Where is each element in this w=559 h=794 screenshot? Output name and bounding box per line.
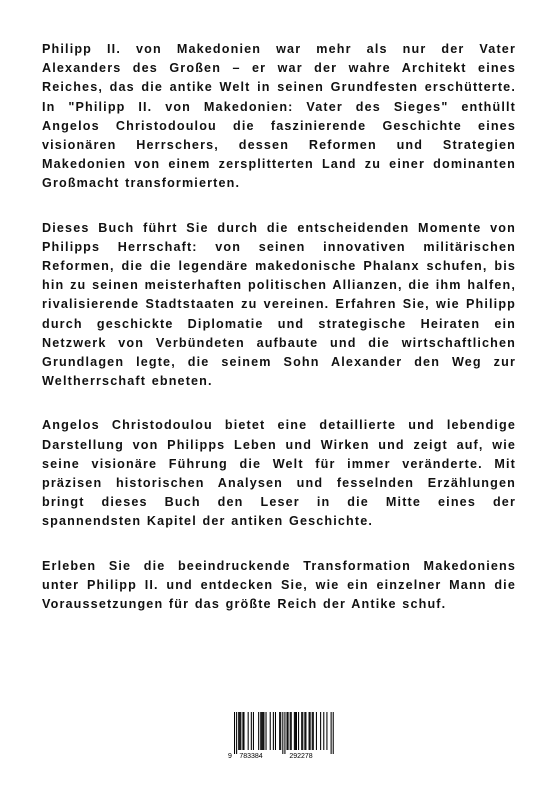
barcode-bar	[316, 712, 317, 750]
barcode-bar	[284, 712, 285, 754]
barcode-bar	[261, 712, 262, 750]
back-cover-text	[42, 40, 516, 639]
barcode-bar	[234, 712, 235, 754]
barcode-bar	[296, 712, 297, 750]
barcode-bar	[251, 712, 252, 750]
barcode-bar	[304, 712, 305, 750]
barcode-bar	[260, 712, 261, 750]
barcode-bar	[305, 712, 306, 750]
barcode-bar	[239, 712, 240, 750]
barcode-bar	[331, 712, 332, 754]
barcode-bar	[313, 712, 314, 750]
barcode-bar	[262, 712, 263, 750]
barcode-bar	[275, 712, 276, 750]
barcode-bar	[320, 712, 321, 750]
barcode-bar	[248, 712, 249, 750]
blurb-paragraph-1: Philipp II. von Makedonien war mehr als nur der Vater Alexanders des Großen – er war der wahre Architekt eines Reiches, das die antike Welt in seinen Grundfesten erschütterte. In "Philipp II. von Makedonien: Vater des Sieges" enthüllt Angelos Christodoulou die faszinierende Geschichte eines visionären Herrschers, dessen Reformen und Strategien Makedonien von einem zersplitterten Land zu einer dominanten Großmacht transformierten.	[42, 42, 516, 191]
barcode-bar	[282, 712, 283, 754]
barcode-bar	[263, 712, 264, 750]
blurb-paragraph-4: Erleben Sie die beeindruckende Transformation Makedoniens unter Philipp II. und entdecken Sie, wie ein einzelner Mann die Voraussetzungen für das größte Reich der Antike schuf.	[42, 558, 516, 612]
barcode-bar	[333, 712, 334, 754]
barcode-bar	[291, 712, 292, 750]
barcode-bar	[258, 712, 259, 750]
barcode-bar	[240, 712, 241, 750]
barcode-bar	[298, 712, 299, 750]
barcode-bar	[323, 712, 324, 750]
barcode-bar	[302, 712, 303, 750]
barcode-bar	[253, 712, 254, 750]
barcode-bar	[294, 712, 295, 750]
barcode-bar	[310, 712, 311, 750]
blurb-paragraph-2: Dieses Buch führt Sie durch die entscheidenden Momente von Philipps Herrschaft: von seinen innovativen militärischen Reformen, die die legendäre makedonische Phalanx schufen, bis hin zu seinen meisterhaften politischen Allianzen, die ihm halfen, rivalisierende Stadtstaaten zu vereinen. Erfahren Sie, wie Philipp durch geschickte Diplomatie und strategische Heiraten ein Netzwerk von Verbündeten aufbaute und die wirtschaftlichen Grundlagen legte, die seinem Sohn Alexander den Weg zur Weltherrschaft ebneten.	[42, 220, 516, 389]
barcode-bar	[266, 712, 267, 750]
barcode-bar	[238, 712, 239, 750]
blurb-paragraph-3: Angelos Christodoulou bietet eine detaillierte und lebendige Darstellung von Philipps Leben und Wirken und zeigt auf, wie seine visionäre Führung die Welt für immer veränderte. Mit präzisen historischen Analysen und fesselnden Erzählungen bringt dieses Buch den Leser in die Mitte eines der spannendsten Kapitel der antiken Geschichte.	[42, 418, 516, 529]
barcode-graphic	[227, 712, 335, 760]
barcode-bar	[236, 712, 237, 754]
barcode-digits-left: 783384	[239, 753, 263, 760]
barcode-bar	[270, 712, 271, 750]
barcode-bar	[280, 712, 281, 750]
barcode-digits-right: 292278	[289, 753, 313, 760]
barcode-bar	[242, 712, 243, 750]
barcode-bar	[312, 712, 313, 750]
barcode-bar	[243, 712, 244, 750]
barcode-bar	[288, 712, 289, 750]
barcode-bar	[279, 712, 280, 750]
barcode-bar	[290, 712, 291, 750]
barcode-bar	[287, 712, 288, 750]
barcode-digit-first: 9	[228, 753, 232, 760]
barcode-bar	[309, 712, 310, 750]
barcode-bar	[295, 712, 296, 750]
barcode-bar	[273, 712, 274, 750]
barcode-bar	[326, 712, 327, 750]
barcode-bar	[301, 712, 302, 750]
isbn-barcode	[227, 712, 335, 760]
